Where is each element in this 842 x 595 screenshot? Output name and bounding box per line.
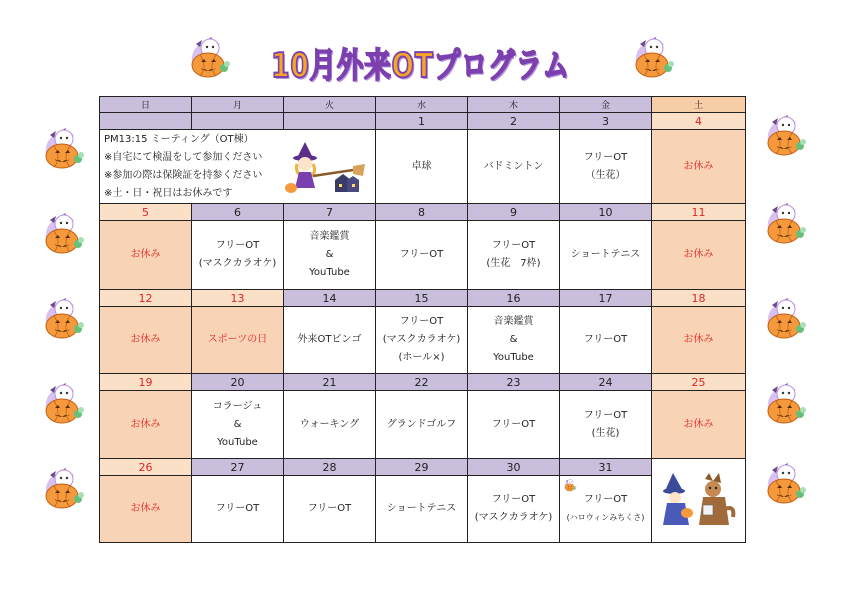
activity-cell bbox=[284, 476, 376, 543]
activity-cell bbox=[652, 221, 746, 290]
date-row bbox=[100, 204, 746, 221]
date-cell: 22 bbox=[376, 374, 468, 391]
notice-line: PM13:15 ミーティング（OT棟） bbox=[104, 133, 254, 145]
activity-label: & bbox=[325, 249, 334, 260]
activity-note: (生花 7枠) bbox=[486, 258, 541, 269]
activity-note: （生花） bbox=[585, 169, 626, 181]
activity-cell bbox=[468, 476, 560, 543]
pumpkin-icon bbox=[186, 34, 232, 80]
notice-line: ※自宅にて検温をして参加ください bbox=[104, 151, 263, 163]
date-cell: 4 bbox=[652, 113, 746, 130]
activity-label: フリーOT bbox=[307, 503, 352, 514]
activity-label: 音楽鑑賞 bbox=[309, 231, 350, 242]
activity-label: フリーOT bbox=[583, 494, 628, 505]
pumpkin-icon bbox=[762, 200, 808, 246]
date-cell: 3 bbox=[560, 113, 652, 130]
activity-label: & bbox=[233, 418, 242, 430]
activity-cell bbox=[192, 391, 284, 459]
pumpkin-icon bbox=[762, 112, 808, 158]
pumpkin-icon bbox=[762, 460, 808, 506]
activity-note: (マスクカラオケ) bbox=[474, 512, 553, 523]
date-cell: 10 bbox=[560, 204, 652, 221]
date-cell: 7 bbox=[284, 204, 376, 221]
activity-row bbox=[100, 391, 746, 459]
activity-note: (ハロウィンみちくさ) bbox=[566, 513, 645, 522]
weekday-thu: 木 bbox=[468, 97, 560, 113]
activity-cell bbox=[560, 391, 652, 459]
holiday-label: お休み bbox=[683, 160, 714, 172]
activity-label: YouTube bbox=[309, 267, 350, 278]
activity-label: ウォーキング bbox=[299, 418, 360, 430]
date-cell: 5 bbox=[100, 204, 192, 221]
activity-label: フリーOT bbox=[583, 151, 628, 163]
date-cell: 13 bbox=[192, 290, 284, 307]
activity-cell bbox=[192, 476, 284, 543]
date-cell: 17 bbox=[560, 290, 652, 307]
date-cell bbox=[192, 113, 284, 130]
activity-label: フリーOT bbox=[399, 316, 444, 327]
weekday-sun: 日 bbox=[100, 97, 192, 113]
activity-cell bbox=[468, 391, 560, 459]
activity-cell bbox=[652, 130, 746, 204]
activity-cell bbox=[652, 391, 746, 459]
pumpkin-icon bbox=[40, 380, 86, 426]
illustration-cell bbox=[652, 459, 746, 543]
holiday-label: お休み bbox=[130, 503, 161, 514]
activity-cell bbox=[100, 476, 192, 543]
notice-line: ※参加の際は保険証を持参ください bbox=[104, 169, 263, 181]
holiday-label: スポーツの日 bbox=[207, 334, 268, 345]
date-cell: 15 bbox=[376, 290, 468, 307]
activity-cell bbox=[284, 307, 376, 374]
activity-cell bbox=[100, 307, 192, 374]
date-cell: 2 bbox=[468, 113, 560, 130]
date-cell: 28 bbox=[284, 459, 376, 476]
activity-label: 卓球 bbox=[411, 160, 432, 172]
date-cell: 25 bbox=[652, 374, 746, 391]
date-cell: 11 bbox=[652, 204, 746, 221]
date-cell: 26 bbox=[100, 459, 192, 476]
witch-illustration bbox=[283, 136, 369, 196]
activity-note: (マスクカラオケ) bbox=[198, 258, 277, 269]
activity-cell bbox=[284, 221, 376, 290]
date-cell: 27 bbox=[192, 459, 284, 476]
activity-cell bbox=[560, 476, 652, 543]
activity-label: & bbox=[509, 334, 518, 345]
pumpkin-icon bbox=[762, 380, 808, 426]
activity-label: ショートテニス bbox=[386, 503, 457, 514]
activity-cell bbox=[468, 130, 560, 204]
activity-row bbox=[100, 221, 746, 290]
date-cell: 1 bbox=[376, 113, 468, 130]
date-row bbox=[100, 290, 746, 307]
date-cell: 24 bbox=[560, 374, 652, 391]
activity-cell bbox=[376, 476, 468, 543]
activity-cell bbox=[284, 391, 376, 459]
pumpkin-icon bbox=[630, 34, 676, 80]
activity-cell bbox=[376, 391, 468, 459]
date-cell: 21 bbox=[284, 374, 376, 391]
date-cell: 20 bbox=[192, 374, 284, 391]
activity-label: バドミントン bbox=[483, 160, 544, 172]
activity-cell bbox=[192, 307, 284, 374]
date-cell: 29 bbox=[376, 459, 468, 476]
date-cell: 19 bbox=[100, 374, 192, 391]
activity-label: YouTube bbox=[493, 352, 534, 363]
title-area bbox=[0, 36, 842, 88]
pumpkin-icon bbox=[40, 210, 86, 256]
activity-cell bbox=[560, 221, 652, 290]
activity-cell bbox=[468, 307, 560, 374]
activity-cell bbox=[376, 130, 468, 204]
activity-cell bbox=[652, 307, 746, 374]
weekday-wed: 水 bbox=[376, 97, 468, 113]
activity-label: グランドゴルフ bbox=[386, 418, 457, 430]
weekday-sat: 土 bbox=[652, 97, 746, 113]
activity-label: フリーOT bbox=[583, 334, 628, 345]
activity-note: (マスクカラオケ) bbox=[382, 334, 461, 345]
page-title: 10月外来OTプログラム bbox=[271, 45, 571, 86]
date-cell: 6 bbox=[192, 204, 284, 221]
weekday-header-row bbox=[100, 97, 746, 113]
date-cell: 18 bbox=[652, 290, 746, 307]
holiday-label: お休み bbox=[130, 249, 161, 260]
activity-row bbox=[100, 307, 746, 374]
activity-label: フリーOT bbox=[491, 494, 536, 505]
notice-line: ※土・日・祝日はお休みです bbox=[104, 187, 233, 199]
activity-row bbox=[100, 476, 746, 543]
activity-cell bbox=[560, 307, 652, 374]
activity-note: (ホール×) bbox=[398, 352, 445, 363]
date-row bbox=[100, 113, 746, 130]
weekday-mon: 月 bbox=[192, 97, 284, 113]
date-cell: 31 bbox=[560, 459, 652, 476]
pumpkin-icon bbox=[40, 465, 86, 511]
date-row bbox=[100, 459, 746, 476]
activity-cell bbox=[192, 221, 284, 290]
date-cell: 9 bbox=[468, 204, 560, 221]
date-cell: 8 bbox=[376, 204, 468, 221]
activity-label: ショートテニス bbox=[570, 249, 641, 260]
activity-cell bbox=[100, 221, 192, 290]
pumpkin-icon bbox=[40, 295, 86, 341]
activity-cell bbox=[376, 307, 468, 374]
activity-label: フリーOT bbox=[491, 240, 536, 251]
pumpkin-icon bbox=[762, 295, 808, 341]
date-cell: 23 bbox=[468, 374, 560, 391]
holiday-label: お休み bbox=[130, 334, 161, 345]
holiday-label: お休み bbox=[683, 418, 714, 430]
activity-row bbox=[100, 130, 746, 204]
activity-label: フリーOT bbox=[583, 409, 628, 421]
date-cell bbox=[284, 113, 376, 130]
weekday-tue: 火 bbox=[284, 97, 376, 113]
calendar-table bbox=[99, 96, 746, 543]
activity-cell bbox=[376, 221, 468, 290]
activity-label: フリーOT bbox=[215, 240, 260, 251]
notice-cell bbox=[100, 130, 376, 204]
activity-label: 外来OTビンゴ bbox=[297, 334, 362, 345]
activity-label: フリーOT bbox=[399, 249, 444, 260]
holiday-label: お休み bbox=[683, 249, 714, 260]
pumpkin-icon bbox=[40, 125, 86, 171]
date-cell: 16 bbox=[468, 290, 560, 307]
date-cell: 12 bbox=[100, 290, 192, 307]
date-cell: 30 bbox=[468, 459, 560, 476]
date-cell: 14 bbox=[284, 290, 376, 307]
holiday-label: お休み bbox=[130, 418, 161, 430]
activity-cell bbox=[468, 221, 560, 290]
activity-note: (生花) bbox=[591, 427, 620, 439]
activity-label: フリーOT bbox=[491, 418, 536, 430]
activity-label: 音楽鑑賞 bbox=[493, 316, 534, 327]
activity-cell bbox=[100, 391, 192, 459]
date-cell bbox=[100, 113, 192, 130]
date-row bbox=[100, 374, 746, 391]
holiday-label: お休み bbox=[683, 334, 714, 345]
activity-label: YouTube bbox=[217, 436, 258, 448]
activity-label: フリーOT bbox=[215, 503, 260, 514]
halloween-kids-illustration bbox=[659, 469, 739, 529]
pumpkin-icon bbox=[563, 478, 577, 492]
activity-cell bbox=[560, 130, 652, 204]
activity-label: コラージュ bbox=[212, 400, 263, 412]
weekday-fri: 金 bbox=[560, 97, 652, 113]
